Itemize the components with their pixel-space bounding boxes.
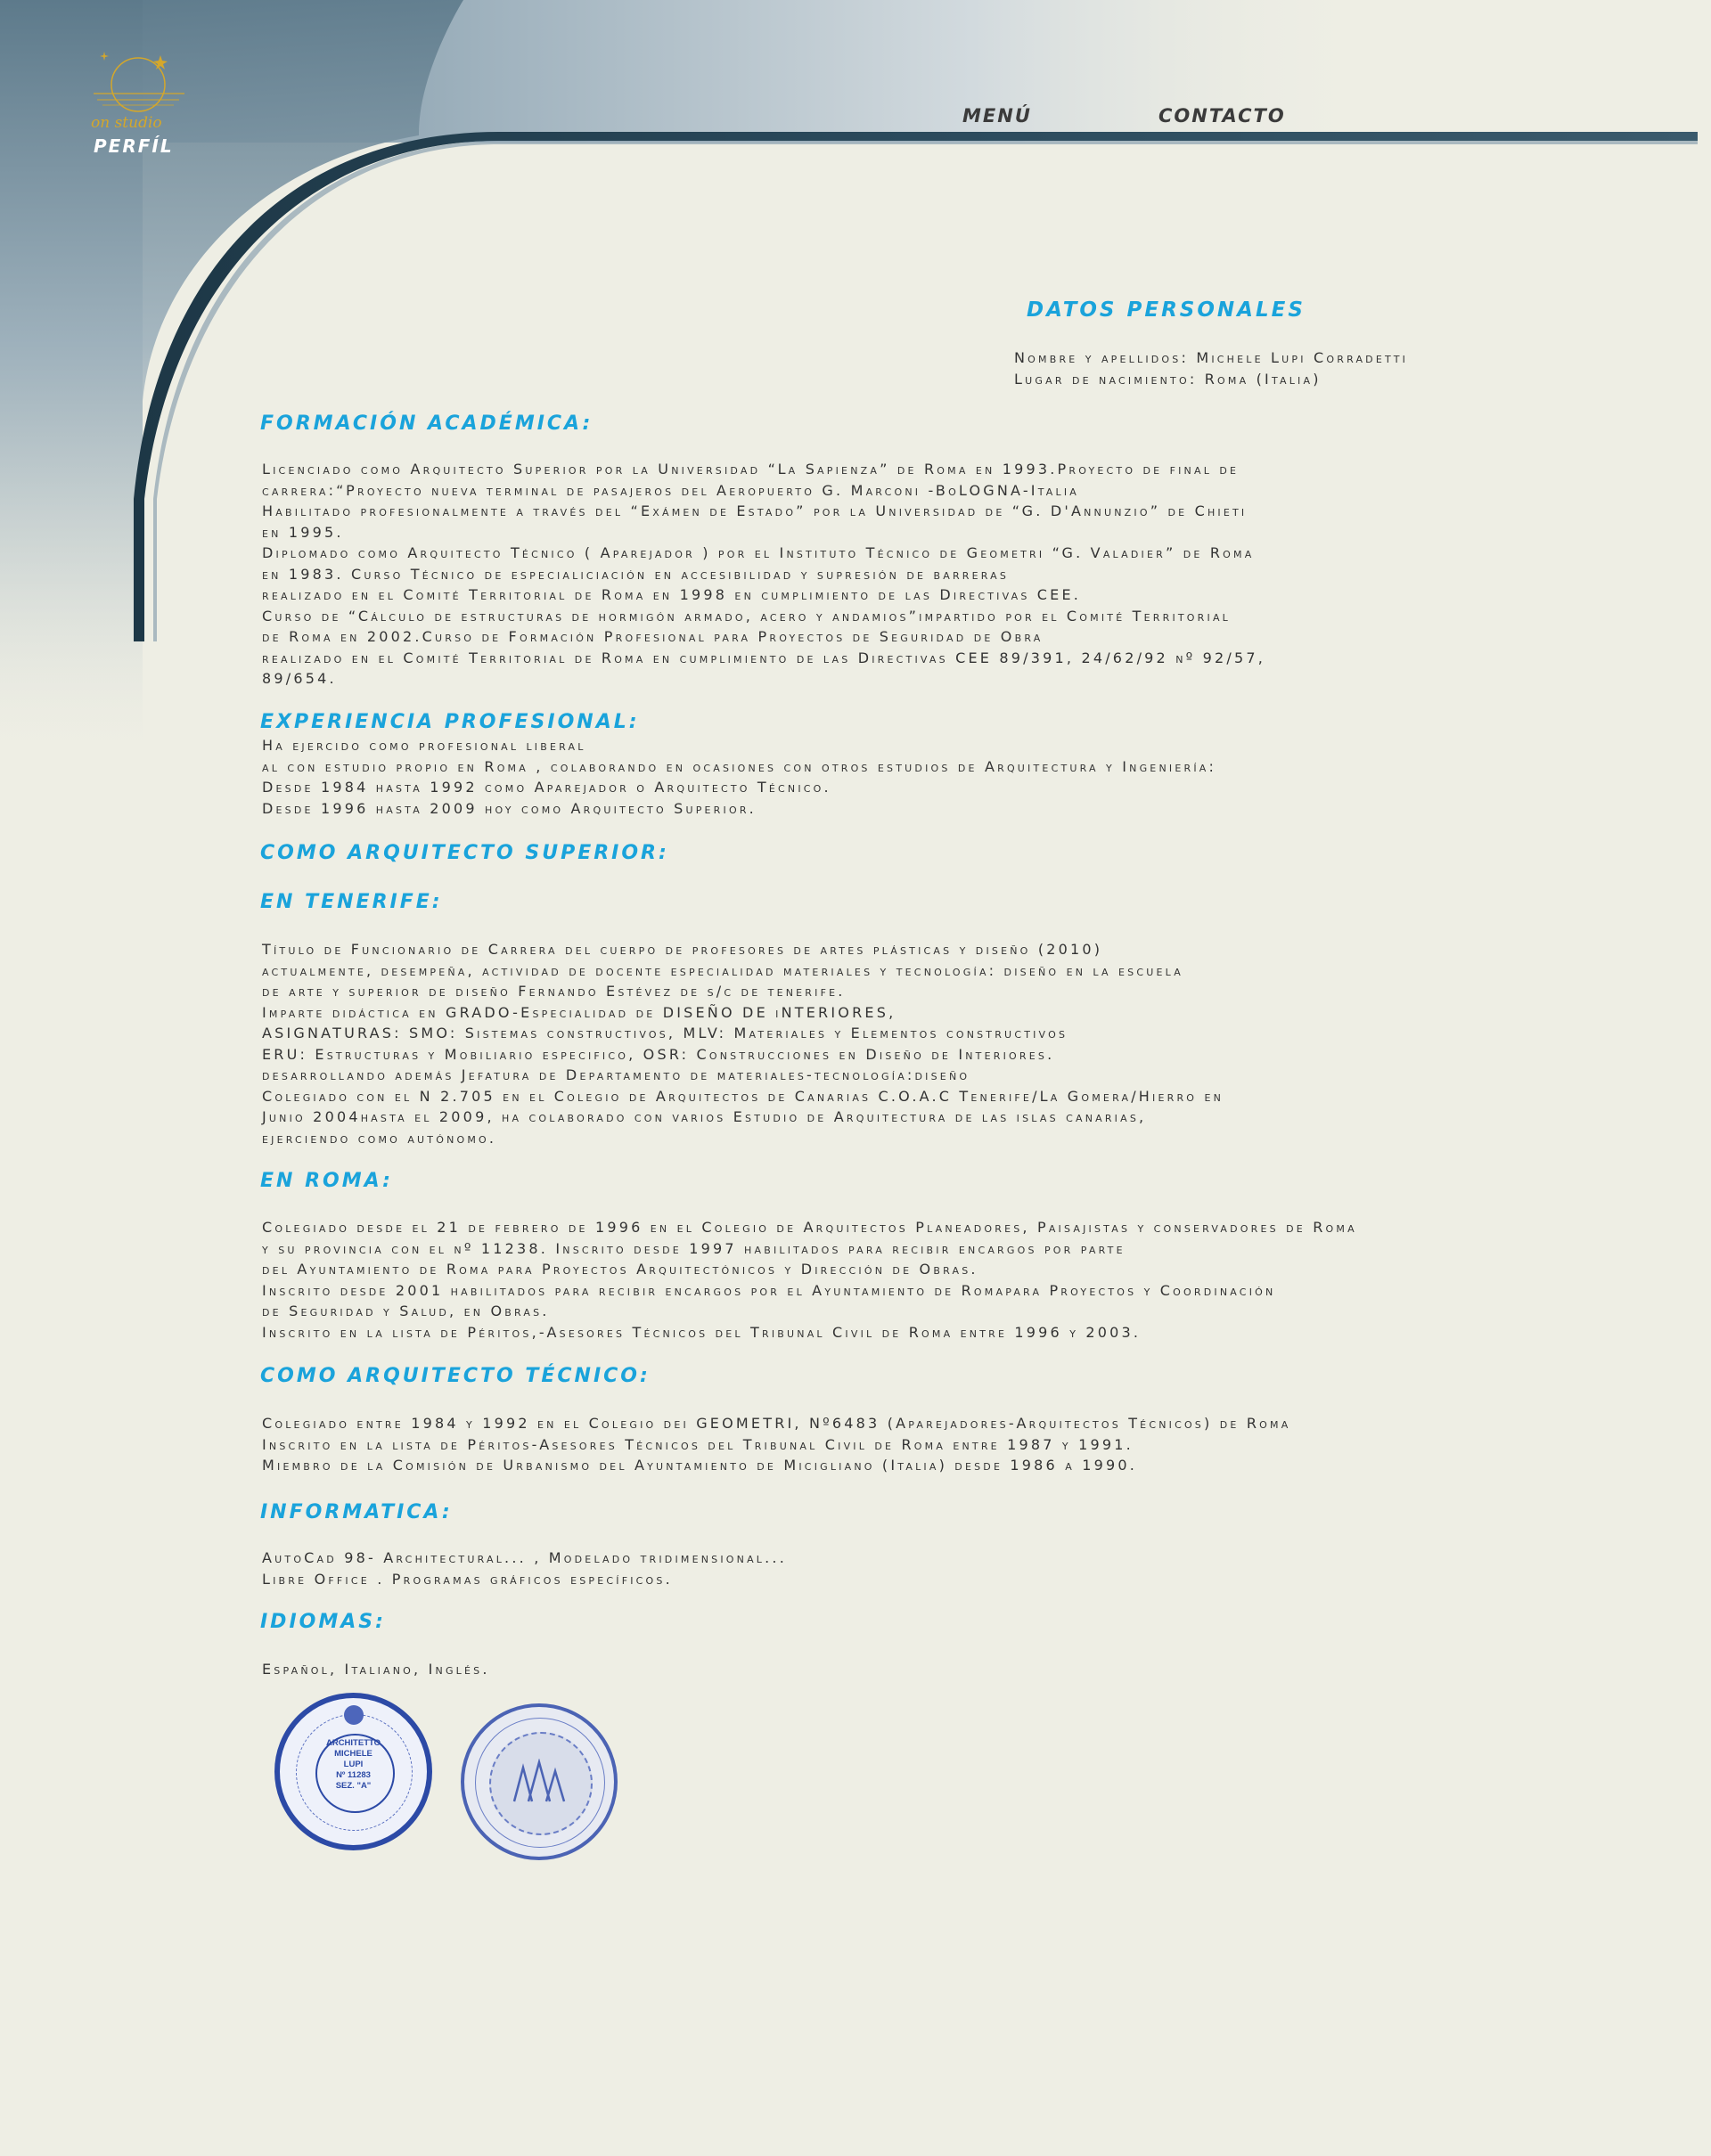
tenerife-line: Colegiado con el N 2.705 en el Colegio de Arquitectos de Canarias C.O.A.C Tenerife/La Gomera/Hierro en xyxy=(262,1087,1224,1105)
section-label-perfil: PERFÍL xyxy=(94,135,174,157)
logo-text: on studio xyxy=(91,114,162,132)
rome-line: del Ayuntamiento de Roma para Proyectos Arquitectónicos y Dirección de Obras. xyxy=(262,1261,978,1278)
tenerife-line: de arte y superior de diseño Fernando Estévez de s/c de tenerife. xyxy=(262,983,846,1000)
education-line: realizado en el Comité Territorial de Roma en 1998 en cumplimiento de las Directivas CEE. xyxy=(262,586,1082,603)
rome-line: Inscrito en la lista de Péritos,-Asesores Técnicos del Tribunal Civil de Roma entre 1996 y 2003. xyxy=(262,1323,1142,1341)
education-line: Habilitado profesionalmente a través del “Exámen de Estado” por la Universidad de “G. D'Annunzio” de Chieti xyxy=(262,502,1248,519)
rome-line: y su provincia con el nº 11238. Inscrito desde 1997 habilitados para recibir encargos por parte xyxy=(262,1239,1126,1257)
experience-block xyxy=(262,735,1216,819)
education-line: realizado en el Comité Territorial de Roma en cumplimiento de las Directivas CEE 89/391, 24/62/92 nº 92/57, xyxy=(262,649,1266,666)
tenerife-line: Título de Funcionario de Carrera del cuerpo de profesores de artes plásticas y diseño (2010) xyxy=(262,941,1103,958)
personal-data-block xyxy=(1014,347,1408,389)
personal-line: Lugar de nacimiento: Roma (Italia) xyxy=(1014,370,1322,388)
personal-line: Nombre y apellidos: Michele Lupi Corradetti xyxy=(1014,349,1409,366)
education-heading: FORMACIÓN ACADÉMICA: xyxy=(260,412,594,435)
experience-line: Desde 1984 hasta 1992 como Aparejador o Arquitecto Técnico. xyxy=(262,779,831,796)
languages-block xyxy=(262,1659,490,1680)
tenerife-block xyxy=(262,939,1224,1148)
personal-data-heading: DATOS PERSONALES xyxy=(1027,298,1306,322)
emblem-icon xyxy=(511,1759,568,1805)
education-block xyxy=(262,459,1265,690)
education-line: 89/654. xyxy=(262,670,337,687)
architect-seal-stamp xyxy=(274,1693,432,1850)
education-line: carrera:“Proyecto nueva terminal de pasajeros del Aeropuerto G. Marconi -BoLOGNA-Italia xyxy=(262,481,1080,499)
computing-line: Libre Office . Programas gráficos específicos. xyxy=(262,1570,673,1588)
senior-architect-heading: COMO ARQUITECTO SUPERIOR: xyxy=(260,842,669,864)
education-line: de Roma en 2002.Curso de Formación Profesional para Proyectos de Seguridad de Obra xyxy=(262,628,1044,645)
experience-line: Desde 1996 hasta 2009 hoy como Arquitecto Superior. xyxy=(262,799,757,817)
nav-menu-link[interactable]: MENÚ xyxy=(962,105,1032,127)
education-line: Licenciado como Arquitecto Superior por la Universidad “La Sapienza” de Roma en 1993.Proyecto de final de xyxy=(262,461,1240,478)
rome-block xyxy=(262,1217,1357,1343)
experience-heading: EXPERIENCIA PROFESIONAL: xyxy=(260,711,640,733)
languages-line: Español, Italiano, Inglés. xyxy=(262,1661,490,1678)
languages-heading: IDIOMAS: xyxy=(260,1611,386,1633)
rome-line: Colegiado desde el 21 de febrero de 1996 en el Colegio de Arquitectos Planeadores, Paisajistas y conservadores de Roma xyxy=(262,1219,1357,1236)
technical-line: Colegiado entre 1984 y 1992 en el Colegio dei GEOMETRI, Nº6483 (Aparejadores-Arquitectos Técnicos) de Roma xyxy=(262,1415,1291,1432)
tenerife-line: desarrollando además Jefatura de Departamento de materiales-tecnología:diseño xyxy=(262,1066,970,1083)
computing-line: AutoCad 98- Architectural... , Modelado tridimensional... xyxy=(262,1549,787,1566)
tenerife-line: ejerciendo como autónomo. xyxy=(262,1129,497,1147)
rome-line: de Seguridad y Salud, en Obras. xyxy=(262,1303,550,1319)
tenerife-line: actualmente, desempeña, actividad de docente especialidad materiales y tecnología: diseño en la escuela xyxy=(262,961,1183,979)
rome-heading: EN ROMA: xyxy=(260,1170,393,1192)
architect-seal-text: ARCHITETTO MICHELE LUPI Nº 11283 SEZ. "A" xyxy=(325,1738,381,1791)
technical-block xyxy=(262,1413,1290,1476)
technical-line: Inscrito en la lista de Péritos-Asesores Técnicos del Tribunal Civil de Roma entre 1987 y 1991. xyxy=(262,1435,1134,1453)
experience-line: al con estudio propio en Roma , colaborando en ocasiones con otros estudios de Arquitectura y Ingeniería: xyxy=(262,757,1217,775)
technical-line: Miembro de la Comisión de Urbanismo del Ayuntamiento de Micigliano (Italia) desde 1986 a 1990. xyxy=(262,1457,1138,1474)
geometri-seal-stamp xyxy=(461,1703,618,1860)
computing-heading: INFORMATICA: xyxy=(260,1501,453,1523)
technical-architect-heading: COMO ARQUITECTO TÉCNICO: xyxy=(260,1365,651,1387)
tenerife-line: ASIGNATURAS: SMO: Sistemas constructivos, MLV: Materiales y Elementos constructivos xyxy=(262,1025,1068,1041)
education-line: en 1995. xyxy=(262,523,344,541)
experience-line: Ha ejercido como profesional liberal xyxy=(262,737,586,754)
tenerife-line: Imparte didáctica en GRADO-Especialidad de DISEÑO DE iNTERIORES, xyxy=(262,1003,896,1021)
tenerife-line: ERU: Estructuras y Mobiliario especifico, OSR: Construcciones en Diseño de Interiores. xyxy=(262,1045,1055,1063)
education-line: Diplomado como Arquitecto Técnico ( Aparejador ) por el Instituto Técnico de Geometri “G. Valadier” de Roma xyxy=(262,544,1255,561)
education-line: en 1983. Curso Técnico de especialiciación en accesibilidad y supresión de barreras xyxy=(262,565,1010,583)
tenerife-line: Junio 2004hasta el 2009, ha colaborado con varios Estudio de Arquitectura de las islas canarias, xyxy=(262,1108,1147,1125)
rome-line: Inscrito desde 2001 habilitados para recibir encargos por el Ayuntamiento de Romapara Proyectos y Coordinación xyxy=(262,1281,1276,1299)
computing-block xyxy=(262,1548,787,1589)
education-line: Curso de “Cálculo de estructuras de hormigón armado, acero y andamios”impartido por el Comité Territorial xyxy=(262,607,1232,625)
nav-contact-link[interactable]: CONTACTO xyxy=(1158,105,1286,127)
rosette-icon xyxy=(344,1705,364,1725)
tenerife-heading: EN TENERIFE: xyxy=(260,891,443,913)
